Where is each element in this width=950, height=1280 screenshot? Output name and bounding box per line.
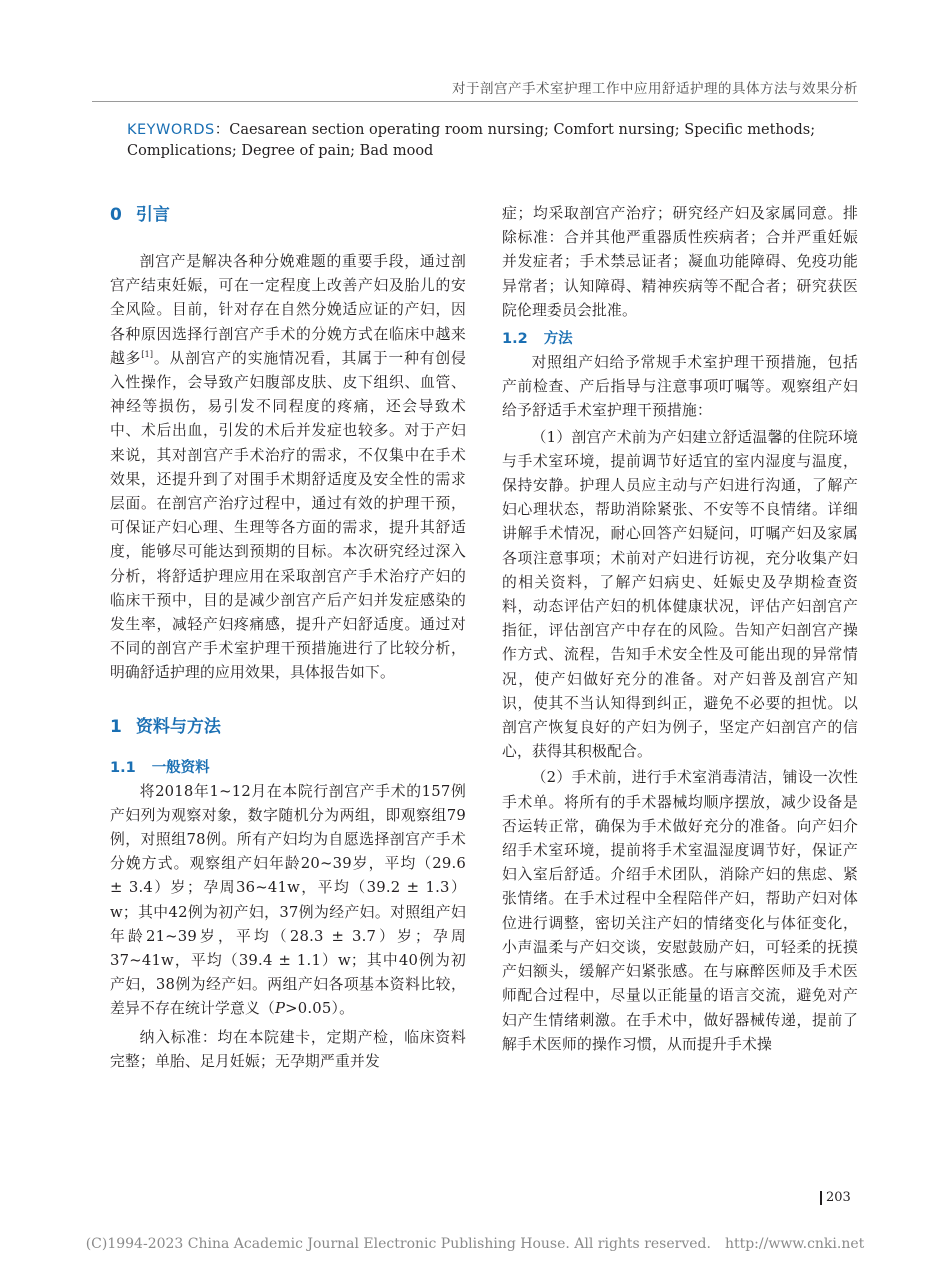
citation-ref: [1] [141,349,154,359]
general-data-paragraph [110,780,466,1022]
subsection-title: 方法 [543,331,573,348]
copyright-footer [0,1236,950,1252]
copyright-text: (C)1994-2023 China Academic Journal Electronic Publishing House. All rights reserved. [85,1236,711,1252]
keywords-label: KEYWORDS [127,122,215,138]
right-column [502,198,858,1057]
method-paragraph-1: 对照组产妇给予常规手术室护理干预措施，包括产前检查、产后指导与注意事项叮嘱等。观察组产妇给予舒适手术室护理干预措施： [502,354,858,420]
intro-text-a: 剖宫产是解决各种分娩难题的重要手段，通过剖宫产结束妊娠，可在一定程度上改善产妇及胎儿的安全风险。目前，针对存在自然分娩适应证的产妇，因各种原因选择行剖宫产手术的分娩方式在临床中越来越多 [110,253,466,367]
header-divider [92,101,858,102]
left-column [110,198,466,1074]
footer-url: http://www.cnki.net [724,1236,865,1252]
section-number: 0 [110,205,122,225]
inclusion-criteria-paragraph: 纳入标准：均在本院建卡，定期产检，临床资料完整；单胎、足月妊娠；无孕期严重并发 [110,1028,466,1070]
subsection-title: 一般资料 [151,759,210,776]
section-0-heading [110,198,466,232]
subsection-number: 1.2 [502,331,528,348]
section-1-1-heading [110,756,466,780]
data-text-b: >0.05）。 [285,1000,355,1018]
section-title: 引言 [135,205,170,225]
section-1-2-heading [502,327,858,351]
keywords-separator: ： [214,122,230,138]
continued-paragraph: 症；均采取剖宫产治疗；研究经产妇及家属同意。排除标准：合并其他严重器质性疾病者；合并严重妊娠并发症者；手术禁忌证者；凝血功能障碍、免疫功能异常者；认知障碍、精神疾病等不配合者；研究获医院伦理委员会批准。 [502,205,858,319]
data-text-a: 将2018年1~12月在本院行剖宫产手术的157例产妇列为观察对象，数字随机分为两组，即观察组79例，对照组78例。所有产妇均为自愿选择剖宫产手术分娩方式。观察组产妇年龄20~39岁，平均（29.6 ± 3.4）岁；孕周36~41w，平均（39.2 ± 1.3）w；其中42例为初产妇，37例为经产妇。对照组产妇年龄21~39岁，平均（28.3 ± 3.7）岁；孕周37~41w，平均（39.4 ± 1.1）w；其中40例为初产妇，38例为经产妇。两组产妇各项基本资料比较，差异不存在统计学意义（ [110,782,466,1018]
subsection-number: 1.1 [110,759,136,776]
p-value-symbol: P [274,1000,286,1018]
page-number: 203 [820,1191,851,1205]
keywords [127,120,857,162]
intro-paragraph [110,250,466,686]
keywords-text: Caesarean section operating room nursing; Comfort nursing; Specific methods; Complications; Degree of pain; Bad mood [127,122,816,159]
method-paragraph-2: （1）剖宫产术前为产妇建立舒适温馨的住院环境与手术室环境，提前调节好适宜的室内湿度与温度，保持安静。护理人员应主动与产妇进行沟通，了解产妇心理状态，帮助消除紧张、不安等不良情绪。详细讲解手术情况，耐心回答产妇疑问，叮嘱产妇及家属各项注意事项；术前对产妇进行访视，充分收集产妇的相关资料，了解产妇病史、妊娠史及孕期检查资料，动态评估产妇的机体健康状况，评估产妇剖宫产指征，评估剖宫产中存在的风险。告知产妇剖宫产操作方式、流程，告知手术安全性及可能出现的异常情况，使产妇做好充分的准备。对产妇普及剖宫产知识，使其不当认知得到纠正，避免不必要的担忧。以剖宫产恢复良好的产妇为例子，坚定产妇剖宫产的信心，获得其积极配合。 [502,428,858,761]
section-number: 1 [110,716,122,737]
intro-text-b: 。从剖宫产的实施情况看，其属于一种有创侵入性操作，会导致产妇腹部皮肤、皮下组织、血管、神经等损伤，易引发不同程度的疼痛，还会导致术中、术后出血，引发的术后并发症也较多。对于产妇来说，其对剖宫产手术治疗的需求，不仅集中在手术效果，还提升到了对围手术期舒适度及安全性的需求层面。在剖宫产治疗过程中，通过有效的护理干预，可保证产妇心理、生理等各方面的需求，提升其舒适度，能够尽可能达到预期的目标。本次研究经过深入分析，将舒适护理应用在采取剖宫产手术治疗产妇的临床干预中，目的是减少剖宫产后产妇并发症感染的发生率，减轻产妇疼痛感，提升产妇舒适度。通过对不同的剖宫产手术室护理干预措施进行了比较分析，明确舒适护理的应用效果，具体报告如下。 [110,349,466,682]
method-paragraph-3: （2）手术前，进行手术室消毒清洁，铺设一次性手术单。将所有的手术器械均顺序摆放，减少设备是否运转正常，确保为手术做好充分的准备。向产妇介绍手术室环境，提前将手术室温湿度调节好，保证产妇入室后舒适。介绍手术团队，消除产妇的焦虑、紧张情绪。在手术过程中全程陪伴产妇，帮助产妇对体位进行调整，密切关注产妇的情绪变化与体征变化，小声温柔与产妇交谈，安慰鼓励产妇，可轻柔的抚摸产妇额头，缓解产妇紧张感。在与麻醉医师及手术医师配合过程中，尽量以正能量的语言交流，避免对产妇产生情绪刺激。在手术中，做好器械传递，提前了解手术医师的操作习惯，从而提升手术操 [502,769,858,1053]
section-title: 资料与方法 [135,716,221,737]
section-1-heading [110,710,466,744]
running-head: 对于剖宫产手术室护理工作中应用舒适护理的具体方法与效果分析 [452,81,858,97]
